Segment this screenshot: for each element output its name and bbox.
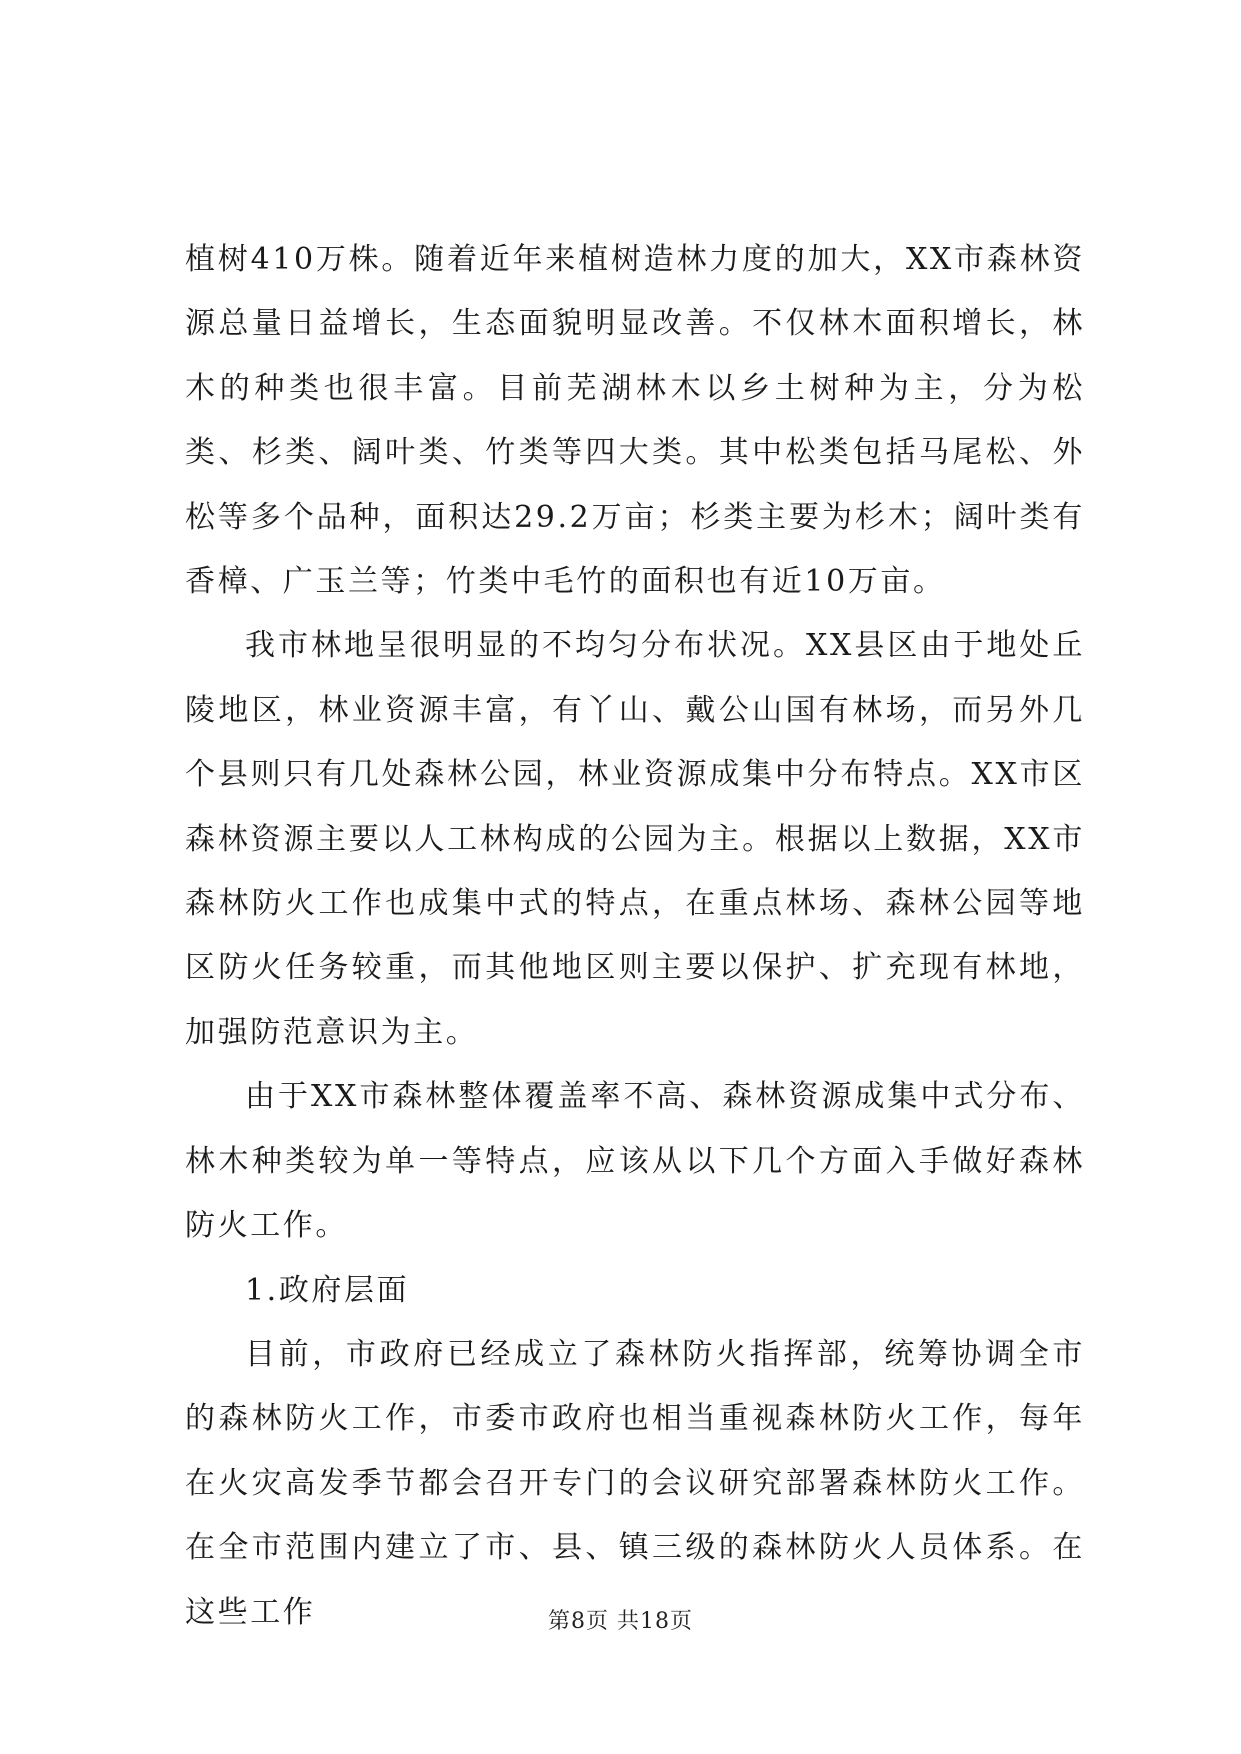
paragraph: 植树410万株。随着近年来植树造林力度的加大，XX市森林资源总量日益增长，生态面貌明显改善。不仅林木面积增长，林木的种类也很丰富。目前芜湖林木以乡土树种为主，分为松类、杉类、阔叶类、竹类等四大类。其中松类包括马尾松、外松等多个品种，面积达29.2万亩；杉类主要为杉木；阔叶类有香樟、广玉兰等；竹类中毛竹的面积也有近10万亩。 bbox=[185, 242, 1085, 600]
section-heading: 1.政府层面 bbox=[245, 1272, 410, 1308]
page-number-footer: 第8页 共18页 bbox=[548, 1609, 693, 1634]
document-body bbox=[185, 228, 1085, 1645]
paragraph: 目前，市政府已经成立了森林防火指挥部，统筹协调全市的森林防火工作，市委市政府也相当重视森林防火工作，每年在火灾高发季节都会召开专门的会议研究部署森林防火工作。在全市范围内建立了市、县、镇三级的森林防火人员体系。在这些工作 bbox=[185, 1336, 1085, 1630]
paragraph: 我市林地呈很明显的不均匀分布状况。XX县区由于地处丘陵地区，林业资源丰富，有丫山、戴公山国有林场，而另外几个县则只有几处森林公园，林业资源成集中分布特点。XX市区森林资源主要以人工林构成的公园为主。根据以上数据，XX市森林防火工作也成集中式的特点，在重点林场、森林公园等地区防火任务较重，而其他地区则主要以保护、扩充现有林地，加强防范意识为主。 bbox=[185, 628, 1085, 1050]
paragraph: 由于XX市森林整体覆盖率不高、森林资源成集中式分布、林木种类较为单一等特点，应该从以下几个方面入手做好森林防火工作。 bbox=[185, 1079, 1085, 1244]
